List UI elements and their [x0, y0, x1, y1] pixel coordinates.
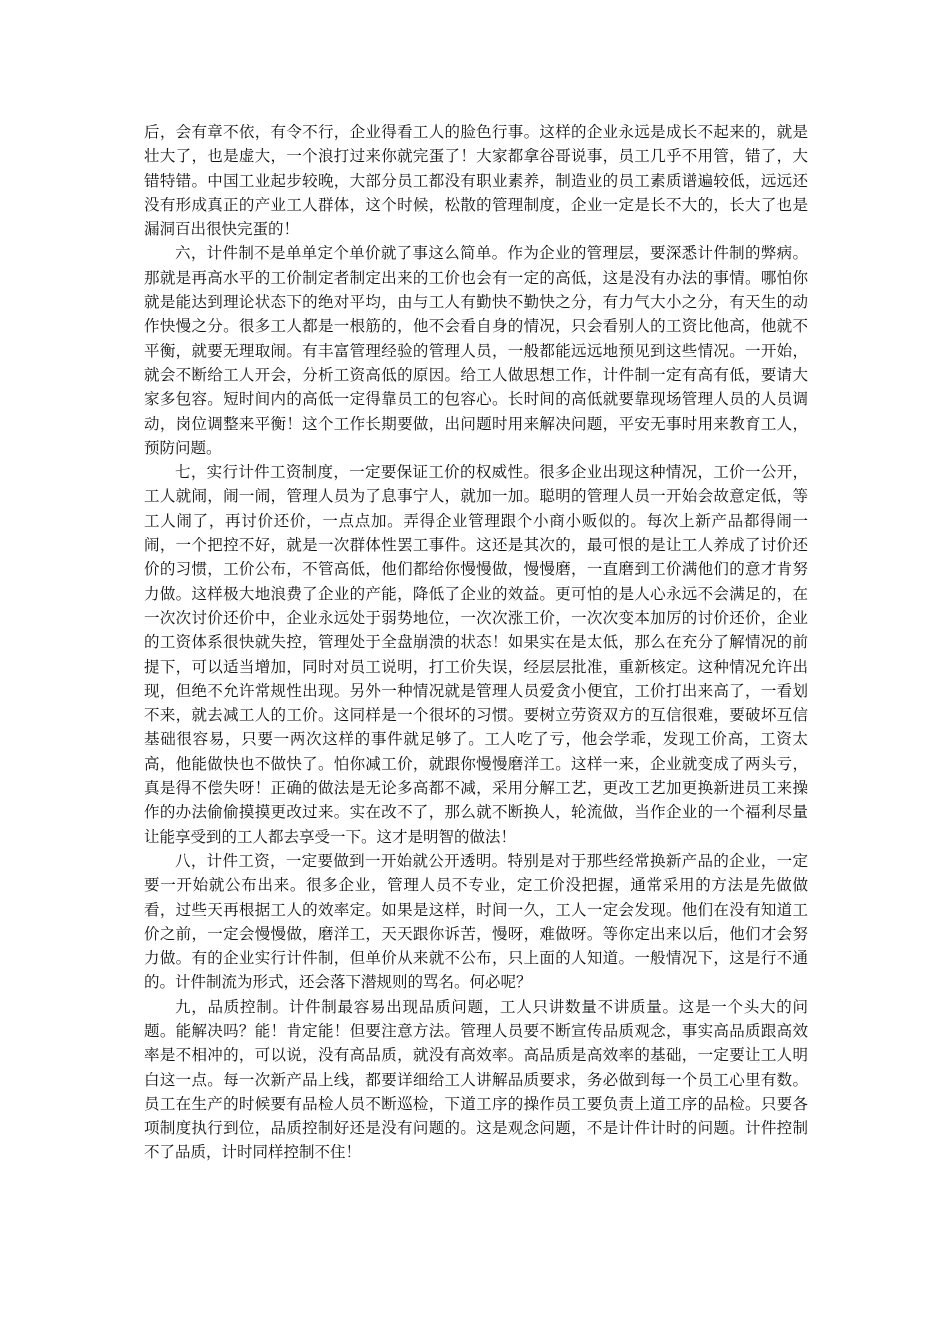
- paragraph-eight: 八，计件工资，一定要做到一开始就公开透明。特别是对于那些经常换新产品的企业，一定要一开始就公布出来。很多企业，管理人员不专业，定工价没把握，通常采用的方法是先做做看，过些天再根据工人的效率定。如果是这样，时间一久，工人一定会发现。他们在没有知道工价之前，一定会慢慢做，磨洋工，天天跟你诉苦，慢呀，难做呀。等你定出来以后，他们才会努力做。有的企业实行计件制，但单价从来就不公布，只上面的人知道。一般情况下，这是行不通的。计件制流为形式，还会落下潜规则的骂名。何必呢？: [144, 851, 808, 992]
- paragraph-nine: 九，品质控制。计件制最容易出现品质问题，工人只讲数量不讲质量。这是一个头大的问题。能解决吗？能！肯定能！但要注意方法。管理人员要不断宣传品质观念，事实高品质跟高效率是不相冲的，可以说，没有高品质，就没有高效率。高品质是高效率的基础，一定要让工人明白这一点。每一次新产品上线，都要详细给工人讲解品质要求，务必做到每一个员工心里有数。员工在生产的时候要有品检人员不断巡检，下道工序的操作员工要负责上道工序的品检。只要各项制度执行到位，品质控制好还是没有问题的。这是观念问题，不是计件计时的问题。计件控制不了品质，计时同样控制不住！: [144, 997, 808, 1162]
- paragraph-six: 六，计件制不是单单定个单价就了事这么简单。作为企业的管理层，要深悉计件制的弊病。那就是再高水平的工价制定者制定出来的工价也会有一定的高低，这是没有办法的事情。哪怕你就是能达到理论状态下的绝对平均，由与工人有勤快不勤快之分，有力气大小之分，有天生的动作快慢之分。很多工人都是一根筋的，他不会看自身的情况，只会看别人的工资比他高，他就不平衡，就要无理取闹。有丰富管理经验的管理人员，一般都能远远地预见到这些情况。一开始，就会不断给工人开会，分析工资高低的原因。给工人做思想工作，计件制一定有高有低，要请大家多包容。短时间内的高低一定得靠员工的包容心。长时间的高低就要靠现场管理人员的人员调动，岗位调整来平衡！这个工作长期要做，出问题时用来解决问题，平安无事时用来教育工人，预防问题。: [144, 244, 808, 457]
- paragraph-continuation: 后，会有章不依，有令不行，企业得看工人的脸色行事。这样的企业永远是成长不起来的，就是壮大了，也是虚大，一个浪打过来你就完蛋了！大家都拿谷哥说事，员工几乎不用管，错了，大错特错。中国工业起步较晚，大部分员工都没有职业素养，制造业的员工素质谱遍较低，远远还没有形成真正的产业工人群体，这个时候，松散的管理制度，企业一定是长不大的，长大了也是漏洞百出很快完蛋的！: [144, 123, 808, 239]
- paragraph-seven: 七，实行计件工资制度，一定要保证工价的权威性。很多企业出现这种情况，工价一公开，工人就闹，闹一闹，管理人员为了息事宁人，就加一加。聪明的管理人员一开始会故意定低，等工人闹了，再讨价还价，一点点加。弄得企业管理跟个小商小贩似的。每次上新产品都得闹一闹，一个把控不好，就是一次群体性罢工事件。这还是其次的，最可恨的是让工人养成了讨价还价的习惯，工价公布，不管高低，他们都给你慢慢做，慢慢磨，一直磨到工价满他们的意才肯努力做。这样极大地浪费了企业的产能，降低了企业的效益。更可怕的是人心永远不会满足的，在一次次讨价还价中，企业永远处于弱势地位，一次次涨工价，一次次变本加厉的讨价还价，企业的工资体系很快就失控，管理处于全盘崩溃的状态！如果实在是太低，那么在充分了解情况的前提下，可以适当增加，同时对员工说明，打工价失误，经层层批准，重新核定。这种情况允许出现，但绝不允许常规性出现。另外一种情况就是管理人员爱贪小便宜，工价打出来高了，一看划不来，就去减工人的工价。这同样是一个很坏的习惯。要树立劳资双方的互信很难，要破坏互信基础很容易，只要一两次这样的事件就足够了。工人吃了亏，他会学乖，发现工价高，工资太高，他能做快也不做快了。怕你减工价，就跟你慢慢磨洋工。这样一来，企业就变成了两头亏，真是得不偿失呀！正确的做法是无论多高都不减，采用分解工艺，更改工艺加更换新进员工来操作的办法偷偷摸摸更改过来。实在改不了，那么就不断换人，轮流做，当作企业的一个福利尽量让能享受到的工人都去享受一下。这才是明智的做法！: [144, 463, 808, 846]
- document-body: [144, 120, 808, 1165]
